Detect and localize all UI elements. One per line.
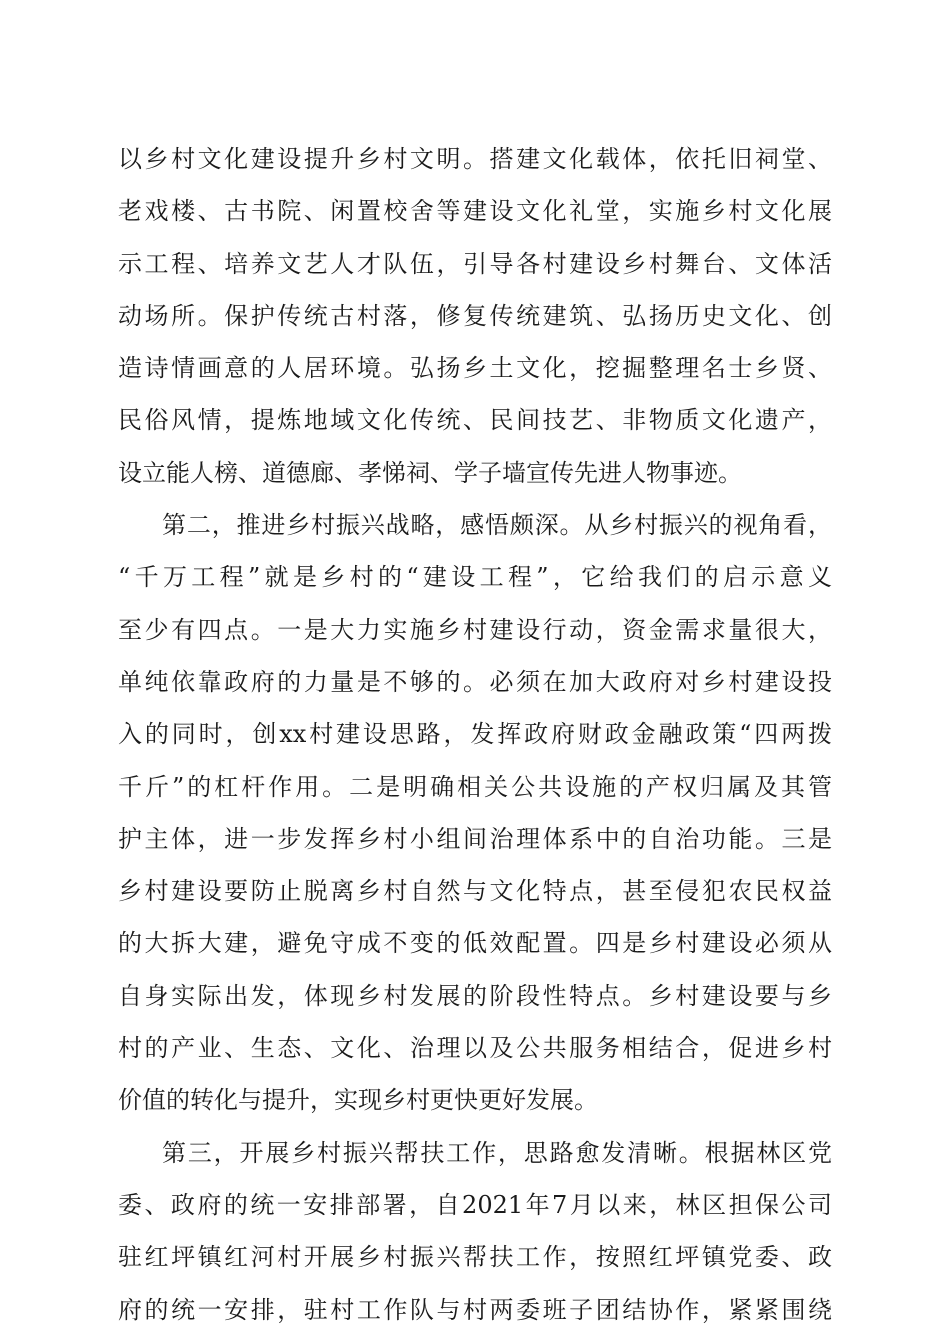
text-line: 护主体，进一步发挥乡村小组间治理体系中的自治功能。三是	[118, 824, 832, 853]
text-line: 第二，推进乡村振兴战略，感悟颇深。从乡村振兴的视角看，	[162, 511, 832, 540]
text-line: 民俗风情，提炼地域文化传统、民间技艺、非物质文化遗产，	[118, 406, 832, 435]
text-line: 老戏楼、古书院、闲置校舍等建设文化礼堂，实施乡村文化展	[118, 197, 832, 226]
text-line: 入的同时，创xx村建设思路，发挥政府财政金融政策“四两拨	[118, 720, 832, 749]
text-line: 示工程、培养文艺人才队伍，引导各村建设乡村舞台、文体活	[118, 249, 832, 278]
document-body	[118, 133, 832, 1336]
text-line: 动场所。保护传统古村落，修复传统建筑、弘扬历史文化、创	[118, 301, 832, 330]
text-line: 价值的转化与提升，实现乡村更快更好发展。	[118, 1086, 598, 1115]
text-line: 以乡村文化建设提升乡村文明。搭建文化载体，依托旧祠堂、	[118, 145, 832, 173]
text-line: 千斤”的杠杆作用。二是明确相关公共设施的产权归属及其管	[118, 772, 832, 801]
text-line: 至少有四点。一是大力实施乡村建设行动，资金需求量很大，	[118, 615, 832, 644]
text-line: 自身实际出发，体现乡村发展的阶段性特点。乡村建设要与乡	[118, 981, 832, 1010]
text-line: 第三，开展乡村振兴帮扶工作，思路愈发清晰。根据林区党	[162, 1138, 832, 1167]
text-line: 设立能人榜、道德廊、孝悌祠、学子墙宣传先进人物事迹。	[118, 458, 742, 487]
text-line: 委、政府的统一安排部署，自2021年7月以来，林区担保公司	[118, 1190, 832, 1219]
text-line: 村的产业、生态、文化、治理以及公共服务相结合，促进乡村	[118, 1034, 832, 1063]
text-line: “千万工程”就是乡村的“建设工程”，它给我们的启示意义	[118, 563, 832, 592]
paragraph-second-point	[118, 499, 832, 1127]
text-line: 乡村建设要防止脱离乡村自然与文化特点，甚至侵犯农民权益	[118, 877, 832, 906]
text-line: 驻红坪镇红河村开展乡村振兴帮扶工作，按照红坪镇党委、政	[118, 1243, 832, 1272]
paragraph-culture	[118, 133, 832, 499]
text-line: 的大拆大建，避免守成不变的低效配置。四是乡村建设必须从	[118, 929, 832, 958]
paragraph-third-point	[118, 1127, 832, 1336]
text-line: 造诗情画意的人居环境。弘扬乡土文化，挖掘整理名士乡贤、	[118, 354, 832, 383]
text-line: 府的统一安排，驻村工作队与村两委班子团结协作，紧紧围绕	[118, 1295, 832, 1324]
text-line: 单纯依靠政府的力量是不够的。必须在加大政府对乡村建设投	[118, 667, 832, 696]
